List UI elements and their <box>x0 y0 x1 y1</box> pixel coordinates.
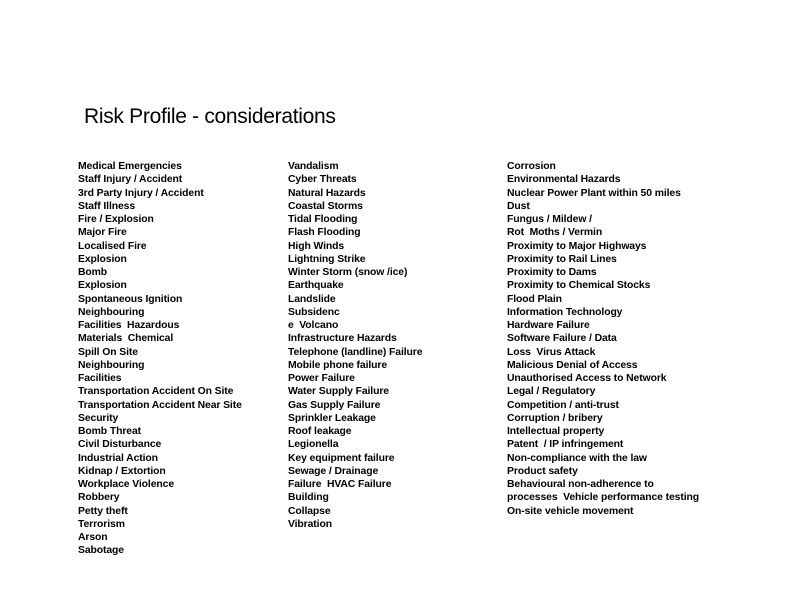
risk-item: High Winds <box>288 240 345 252</box>
risk-item: 3rd Party Injury / Accident <box>78 187 204 199</box>
risk-item: Bomb <box>78 267 108 278</box>
risk-item: Product safety <box>507 465 578 477</box>
risk-item: Building <box>288 492 329 504</box>
risk-item: Security <box>78 412 119 424</box>
risk-item: Proximity to Dams <box>507 267 597 278</box>
risk-item: Flash Flooding <box>288 227 361 239</box>
risk-item: Corrosion <box>507 161 556 172</box>
risk-item: Transportation Accident Near Site <box>78 399 242 411</box>
risk-item: Major Fire <box>78 227 127 239</box>
risk-item: Roof leakage <box>288 426 352 437</box>
risk-item: Staff Injury / Accident <box>78 174 183 186</box>
risk-item: Corruption / bribery <box>507 412 603 424</box>
risk-item: Malicious Denial of Access <box>507 359 638 371</box>
risk-item: Materials Chemical <box>78 333 174 345</box>
risk-item: Terrorism <box>78 518 125 530</box>
risk-item: Collapse <box>288 505 331 517</box>
risk-item: Information Technology <box>507 306 623 318</box>
risk-item: Cyber Threats <box>288 174 357 186</box>
risk-item: Behavioural non-adherence to <box>507 479 654 490</box>
risk-item: Rot Moths / Vermin <box>507 227 603 239</box>
risk-item: Medical Emergencies <box>78 161 182 172</box>
risk-item: Proximity to Chemical Stocks <box>507 280 651 292</box>
risk-item: Earthquake <box>288 280 344 292</box>
risk-item: Patent / IP infringement <box>507 439 624 451</box>
risk-item: Gas Supply Failure <box>288 399 381 411</box>
risk-item: Explosion <box>78 253 127 265</box>
risk-item: Explosion <box>78 280 127 292</box>
risk-item: Key equipment failure <box>288 452 395 464</box>
risk-item: e Volcano <box>288 320 339 331</box>
risk-item: Proximity to Rail Lines <box>507 253 617 265</box>
risk-item: Environmental Hazards <box>507 174 621 186</box>
risk-item: Spontaneous Ignition <box>78 293 183 305</box>
risk-item: Software Failure / Data <box>507 333 617 345</box>
risk-item: Competition / anti-trust <box>507 399 619 411</box>
risk-item: Non-compliance with the law <box>507 452 647 464</box>
risk-item: Nuclear Power Plant within 50 miles <box>507 187 681 199</box>
risk-item: Localised Fire <box>78 240 147 252</box>
risk-item: On-site vehicle movement <box>507 505 634 517</box>
risk-item: Neighbouring <box>78 359 145 371</box>
risk-item: Lightning Strike <box>288 253 366 265</box>
risk-item: Vibration <box>288 518 332 530</box>
risk-item: Workplace Violence <box>78 479 174 490</box>
risk-item: Petty theft <box>78 505 128 517</box>
risk-item: Legionella <box>288 439 339 451</box>
risk-item: Vandalism <box>288 161 339 172</box>
risk-item: Legal / Regulatory <box>507 386 596 398</box>
risk-item: Unauthorised Access to Network <box>507 373 667 384</box>
risk-item: Arson <box>78 532 108 543</box>
risk-item: Proximity to Major Highways <box>507 240 647 252</box>
risk-item: Flood Plain <box>507 293 562 305</box>
risk-item: Water Supply Failure <box>288 386 389 398</box>
risk-item: Hardware Failure <box>507 320 590 331</box>
risk-item: Failure HVAC Failure <box>288 479 392 490</box>
risk-item: Intellectual property <box>507 426 605 437</box>
risk-item: Civil Disturbance <box>78 439 162 451</box>
risk-item: Fungus / Mildew / <box>507 214 592 225</box>
risk-column-2 <box>288 160 422 531</box>
risk-column-1 <box>78 160 242 558</box>
risk-item: Coastal Storms <box>288 200 363 212</box>
risk-item: Winter Storm (snow /ice) <box>288 267 408 278</box>
slide-title: Risk Profile - considerations <box>84 105 336 128</box>
risk-item: Kidnap / Extortion <box>78 465 166 477</box>
risk-item: Sprinkler Leakage <box>288 412 376 424</box>
risk-item: Mobile phone failure <box>288 359 388 371</box>
risk-item: Staff Illness <box>78 200 136 212</box>
risk-item: Dust <box>507 200 530 212</box>
risk-item: processes Vehicle performance testing <box>507 492 699 504</box>
risk-item: Sabotage <box>78 545 124 557</box>
risk-item: Fire / Explosion <box>78 214 154 225</box>
risk-item: Loss Virus Attack <box>507 346 596 358</box>
risk-item: Telephone (landline) Failure <box>288 346 423 358</box>
risk-item: Tidal Flooding <box>288 214 358 225</box>
risk-item: Landslide <box>288 293 336 305</box>
risk-item: Transportation Accident On Site <box>78 386 234 398</box>
risk-item: Industrial Action <box>78 452 158 464</box>
risk-item: Subsidenc <box>288 306 340 318</box>
risk-item: Robbery <box>78 492 120 504</box>
risk-item: Neighbouring <box>78 306 145 318</box>
risk-column-3 <box>507 160 699 518</box>
risk-item: Natural Hazards <box>288 187 366 199</box>
risk-item: Power Failure <box>288 373 355 384</box>
risk-item: Facilities Hazardous <box>78 320 180 331</box>
risk-item: Bomb Threat <box>78 426 141 437</box>
risk-item: Spill On Site <box>78 346 138 358</box>
risk-item: Sewage / Drainage <box>288 465 379 477</box>
risk-item: Infrastructure Hazards <box>288 333 397 345</box>
risk-item: Facilities <box>78 373 122 384</box>
